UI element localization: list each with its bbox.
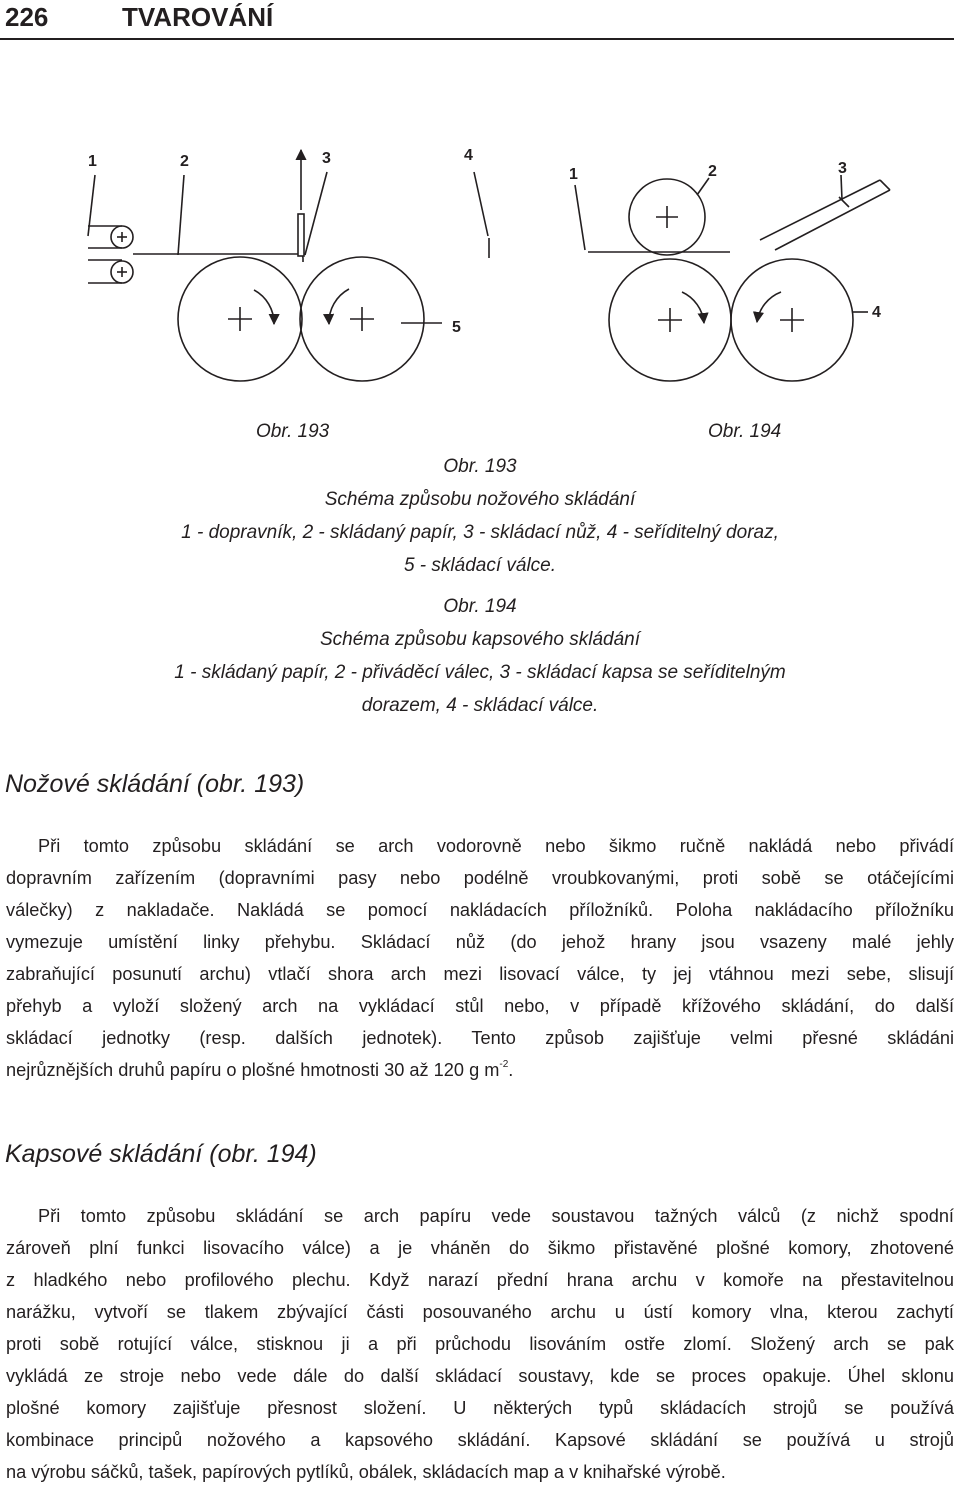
caption-line: 1 - skládaný papír, 2 - přiváděcí válec, 3 - skládací kapsa se seříditelným [174, 662, 786, 683]
text-line: vykládá ze stroje nebo vede dále do další skládací soustavy, kde se proces opakuje. Úhel sklonu [6, 1366, 954, 1386]
text-line: na výrobu sáčků, tašek, papírových pytlíků, obálek, skládacích map a v knihařské výrobě. [6, 1462, 726, 1482]
text-line: vymezuje umístění linky přehybu. Skládací nůž (do jehož hrany jsou vsazeny malé jehly [6, 932, 954, 952]
rotation-arrow-left [682, 292, 704, 323]
fig194-number-3: 3 [838, 160, 847, 177]
text-line-final [6, 1054, 954, 1086]
folding-knife [298, 214, 304, 256]
text-line: zabraňující posunutí archu) vtlačí shora arch mezi lisovací válce, ty jej vtáhnou mezi sebe, slisují [6, 964, 954, 984]
buckle-plate [760, 180, 890, 250]
text-line: přehyb a vyloží složený arch na vykládací stůl nebo, v případě křížového skládání, do další [6, 996, 954, 1016]
rotation-arrow-left [254, 290, 274, 324]
conveyor [88, 226, 133, 283]
fig194-number-2: 2 [708, 163, 717, 180]
folding-diagrams [0, 130, 960, 410]
figure-193-label: Obr. 193 [256, 421, 330, 442]
text-line: z hladkého nebo profilového plechu. Když narazí přední hrana archu v komoře na přestavitelnou [6, 1270, 954, 1290]
text-line: dopravním zařízením (dopravními pasy nebo podélně vroubkovanými, proti sobě se otáčejícími [6, 868, 954, 888]
text-line: kombinace principů nožového a kapsového skládání. Kapsové skládání se používá u strojů [6, 1430, 954, 1450]
caption-line: dorazem, 4 - skládací válce. [361, 695, 599, 716]
figure-194-drawing [575, 175, 890, 381]
line-end: . [508, 1060, 514, 1080]
section-heading-buckle-folding: Kapsové skládání (obr. 194) [5, 1140, 317, 1168]
paragraph-buckle-folding [6, 1200, 954, 1488]
caption-line: Schéma způsobu kapsového skládání [319, 629, 641, 650]
figure-193-caption [0, 450, 960, 582]
chapter-title: TVAROVÁNÍ [122, 2, 274, 32]
caption-line: Obr. 193 [443, 456, 517, 477]
paragraph-knife-folding [6, 830, 954, 1086]
fig193-number-1: 1 [88, 153, 97, 170]
caption-line: 5 - skládací válce. [403, 555, 557, 576]
caption-line: Obr. 194 [443, 596, 517, 617]
text-line: plošné komory zajišťuje přesnost složení. U některých typů skládacích strojů se používá [6, 1398, 954, 1418]
page-header [0, 0, 960, 42]
text-line: nejrůznějších druhů papíru o plošné hmotnosti 30 až 120 g m [6, 1060, 500, 1080]
text-line: Při tomto způsobu skládání se arch papíru vede soustavou tažných válců (z nichž spodní [38, 1206, 954, 1226]
text-line: skládací jednotky (resp. dalších jednotek). Tento způsob zajišťuje velmi přesné skládáni [6, 1028, 954, 1048]
caption-line: Schéma způsobu nožového skládání [324, 489, 636, 510]
text-line: narážku, vytvoří se tlakem zbývající části posouvaného archu u ústí komory vlna, kterou zachytí [6, 1302, 954, 1322]
section-heading-knife-folding: Nožové skládání (obr. 193) [5, 770, 305, 798]
fig193-number-4: 4 [464, 147, 473, 164]
figure-194-label: Obr. 194 [708, 421, 782, 442]
fig193-number-2: 2 [180, 153, 189, 170]
figure-193-drawing [88, 150, 489, 381]
figure-194-numbers [569, 160, 881, 321]
caption-line: 1 - dopravník, 2 - skládaný papír, 3 - skládací nůž, 4 - seříditelný doraz, [181, 522, 779, 543]
text-line: válečky) z nakladače. Nakládá se pomocí nakládacích příložníků. Poloha nakládacího příložníku [6, 900, 954, 920]
page-number: 226 [5, 2, 49, 32]
fig193-number-3: 3 [322, 150, 331, 167]
rotation-arrow-right [757, 292, 781, 322]
fig194-number-1: 1 [569, 166, 578, 183]
text-line: zároveň plní funkci lisovacího válce) a je vháněn do šikmo přistavěné plošné komory, zhotovené [6, 1238, 954, 1258]
rotation-arrow-right [329, 289, 349, 324]
text-line: Při tomto způsobu skládání se arch vodorovně nebo šikmo ručně nakládá nebo přivádí [38, 836, 954, 856]
figure-193-numbers [88, 147, 473, 336]
text-line: proti sobě rotující válce, stisknou ji a při průchodu lisováním ostře zlomí. Složený arch se pak [6, 1334, 954, 1354]
unit-exponent: -2 [499, 1059, 509, 1070]
fig193-number-5: 5 [452, 319, 461, 336]
figure-194-caption [0, 590, 960, 722]
fig194-number-4: 4 [872, 304, 881, 321]
header-rule [0, 38, 954, 40]
